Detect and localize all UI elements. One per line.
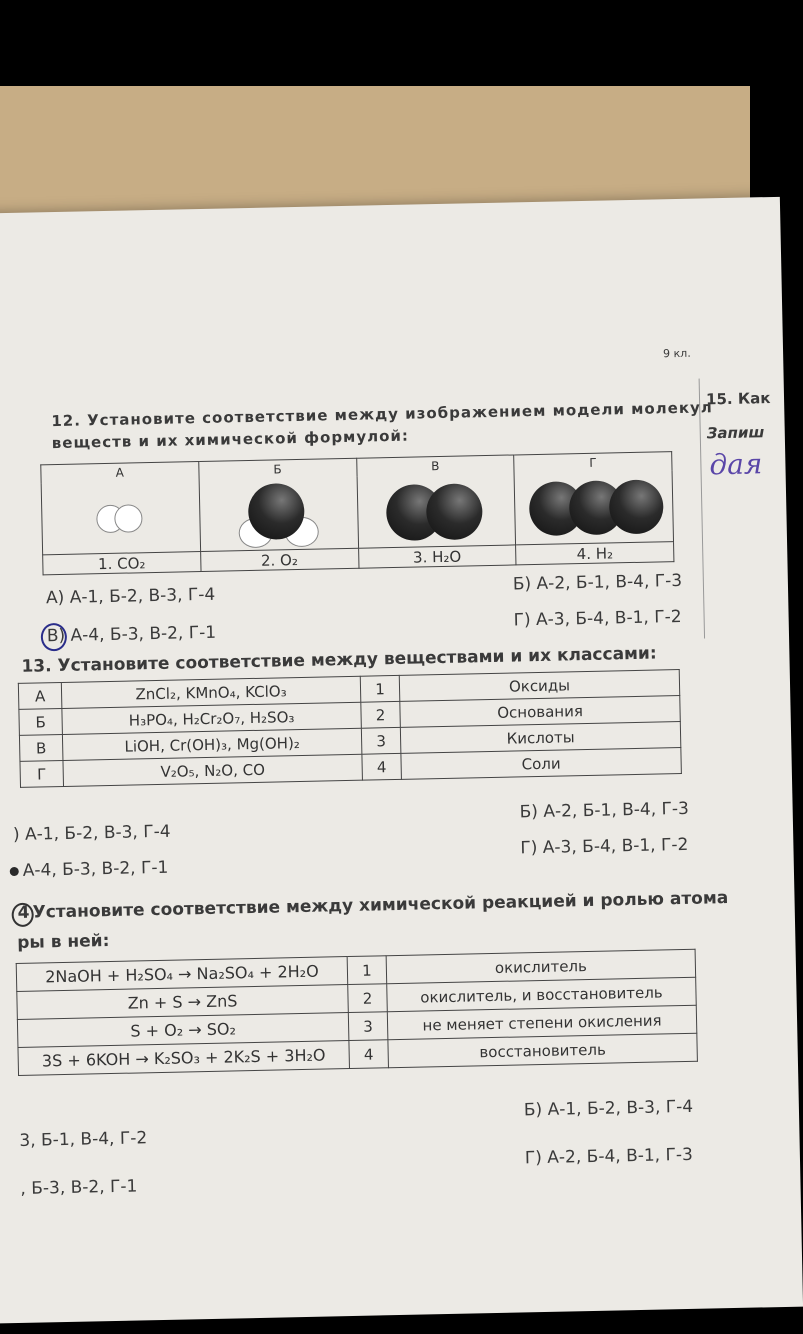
photo-background: [0, 86, 771, 1248]
q14-answer-a: 3, Б-1, В-4, Г-2: [19, 1128, 148, 1151]
q14-role-1: окислитель: [386, 949, 696, 983]
q13-answer-v: А-4, Б-3, В-2, Г-1: [22, 857, 169, 881]
selected-answer-circle: [41, 623, 68, 652]
q13-answer-g: Г) А-3, Б-4, В-1, Г-2: [520, 834, 689, 859]
q14-num-2: 2: [348, 984, 388, 1013]
q12-answer-g: Г) А-3, Б-4, В-1, Г-2: [513, 606, 682, 631]
q12-header-b: Б: [198, 458, 356, 479]
q13-class-3: Кислоты: [400, 722, 680, 754]
q14-table: [16, 949, 698, 1076]
q14-answer-v: , Б-3, В-2, Г-1: [20, 1176, 138, 1199]
q14-number: 4: [17, 902, 30, 923]
q14-reaction-1: 2NaOH + H₂SO₄ → Na₂SO₄ + 2H₂O: [16, 957, 348, 992]
q12-header-v: В: [356, 455, 514, 476]
q14-num-1: 1: [347, 956, 387, 985]
q14-title-line1: Установите соответствие между химической реакцией и ролью атома: [32, 888, 729, 923]
q14-title-line2: ры в ней:: [17, 931, 110, 953]
q13-class-4: Соли: [401, 748, 681, 780]
formula-4: 4. H₂: [516, 542, 674, 565]
q14-role-4: восстановитель: [388, 1033, 698, 1067]
q12-answer-v: В) А-4, Б-3, В-2, Г-1: [46, 622, 217, 647]
q14-num-3: 3: [348, 1012, 388, 1041]
q13-title: 13. Установите соответствие между веществами и их классами:: [21, 643, 657, 677]
q13-num-1: 1: [360, 675, 400, 702]
q13-letter-v: В: [19, 734, 63, 761]
q13-substances-g: V₂O₅, N₂O, CO: [63, 754, 362, 786]
q13-class-2: Основания: [400, 696, 680, 728]
q14-reaction-4: 3S + 6KOH → K₂SO₃ + 2K₂S + 3H₂O: [18, 1041, 350, 1076]
molecule-model-v: [386, 481, 497, 543]
molecule-model-g: [529, 477, 670, 540]
q13-substances-v: LiOH, Cr(OH)₃, Mg(OH)₂: [62, 728, 361, 760]
molecule-model-b: [238, 482, 329, 552]
page-label: 9 кл.: [662, 346, 691, 361]
q13-substances-a: ZnCl₂, KMnO₄, KClO₃: [61, 676, 360, 708]
q14-num-4: 4: [349, 1040, 389, 1069]
q13-letter-b: Б: [19, 708, 63, 735]
q13-num-3: 3: [361, 727, 401, 754]
worksheet-page: [0, 197, 803, 1324]
formula-3: 3. H₂O: [358, 545, 516, 568]
q14-role-3: не меняет степени окисления: [387, 1005, 697, 1039]
q13-answer-a: ) А-1, Б-2, В-3, Г-4: [12, 821, 171, 846]
q13-num-4: 4: [362, 753, 402, 780]
q12-header-a: А: [41, 462, 199, 483]
q12-answer-b: Б) А-2, Б-1, В-4, Г-3: [512, 570, 683, 595]
column-divider: [699, 379, 705, 639]
q13-answer-b: Б) А-2, Б-1, В-4, Г-3: [519, 798, 690, 823]
q15-title: 15. Как: [705, 389, 771, 409]
q12-header-g: Г: [514, 452, 672, 473]
q14-role-2: окислитель, и восстановитель: [387, 977, 697, 1011]
q12-title-line2: веществ и их химической формулой:: [51, 426, 410, 453]
handwritten-answer: дая: [709, 447, 763, 482]
q14-answer-g: Г) А-2, Б-4, В-1, Г-3: [524, 1144, 694, 1169]
q13-table: [18, 669, 682, 788]
q14-answer-b: Б) А-1, Б-2, В-3, Г-4: [523, 1096, 694, 1121]
formula-2: 2. O₂: [200, 548, 358, 571]
q12-answer-a: А) А-1, Б-2, В-3, Г-4: [45, 584, 216, 609]
q13-substances-b: H₃PO₄, H₂Cr₂O₇, H₂SO₃: [62, 702, 361, 734]
q14-reaction-2: Zn + S → ZnS: [17, 985, 349, 1020]
q14-reaction-3: S + O₂ → SO₂: [17, 1013, 349, 1048]
q15-instruction: Запиш: [706, 423, 765, 443]
answer-bullet-mark: [10, 867, 19, 876]
q13-letter-a: А: [18, 682, 62, 709]
molecule-model-a: [96, 500, 147, 535]
q13-letter-g: Г: [20, 760, 64, 787]
q12-title-line1: 12. Установите соответствие между изображением модели молекул: [51, 398, 713, 431]
q13-num-2: 2: [361, 701, 401, 728]
q13-class-1: Оксиды: [399, 670, 679, 702]
formula-1: 1. CO₂: [43, 552, 201, 575]
